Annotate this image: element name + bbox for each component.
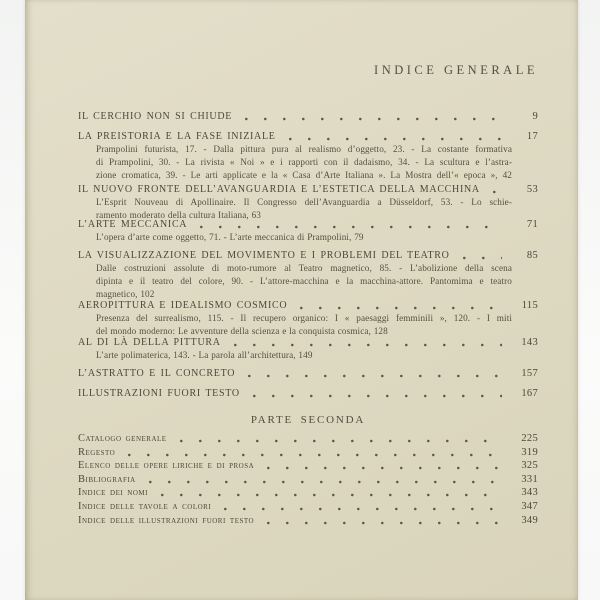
toc-sub-line: zione cromatica, 39. - Le arti applicate e la « Casa d’Arte Italiana ». La Mostra dell’« epoca », 42 [96, 169, 512, 180]
dot-leader [300, 306, 502, 310]
dot-leader [248, 374, 502, 378]
dot-leader [149, 480, 502, 484]
part2-entry-title: Regesto [78, 446, 116, 458]
toc-sub-line: dipinta e il teatro del colore, 90. - L’attore-macchina e la macchina-attore. Pantomima e teatro [96, 275, 512, 286]
toc-entry-row [78, 459, 538, 472]
toc-sub-line: L’Esprit Nouveau di Apollinaire. Il Congresso dell’Avanguardia a Düsseldorf, 53. - Lo schie- [96, 197, 512, 207]
part2-entry-title: Indice delle tavole a colori [78, 500, 212, 512]
dot-leader [267, 466, 502, 470]
dot-leader [234, 343, 502, 347]
toc-entry [78, 183, 538, 222]
toc-entry [78, 367, 538, 380]
dot-leader [267, 521, 502, 525]
part2-table [78, 432, 538, 527]
toc-entry-row [78, 183, 538, 196]
toc-entry-title: IL CERCHIO NON SI CHIUDE [78, 111, 233, 122]
toc-entry-page: 143 [521, 337, 538, 348]
toc-entry-page: 53 [526, 184, 538, 195]
toc-entry-subtopics [96, 231, 512, 244]
toc-entry [78, 387, 538, 400]
part2-entry-title: Catalogo generale [78, 433, 167, 444]
toc-entry-row [78, 299, 538, 312]
toc-entry-title: AL DI LÀ DELLA PITTURA [78, 337, 221, 348]
toc-entry-row [78, 387, 538, 400]
dot-leader [128, 453, 502, 457]
toc-entry-subtopics [96, 143, 512, 182]
dot-leader [245, 117, 502, 121]
toc-sub-line: di Prampolini, 30. - La rivista « Noi » e i rapporti con il dadaismo, 34. - La scultura e l’astra- [96, 156, 512, 167]
toc-entry-title: LA VISUALIZZAZIONE DEL MOVIMENTO E I PROBLEMI DEL TEATRO [78, 250, 450, 261]
part2-entry-page: 325 [521, 460, 538, 472]
toc-entry-title: ILLUSTRAZIONI FUORI TESTO [78, 388, 240, 399]
dot-leader [161, 493, 502, 497]
toc-entry-page: 115 [521, 300, 538, 311]
toc-sub-line: ramento moderato della cultura Italiana, 63 [96, 209, 261, 220]
toc-entry-title: LA PREISTORIA E LA FASE INIZIALE [78, 131, 276, 142]
toc-entry-page: 85 [526, 250, 538, 261]
part2-entry-page: 225 [521, 433, 538, 444]
toc-entry-row [78, 218, 538, 231]
part2-entry-page: 349 [521, 514, 538, 526]
toc-entry-row [78, 432, 538, 445]
toc-entry-row [78, 446, 538, 459]
toc-entry-title: L’ASTRATTO E IL CONCRETO [78, 368, 236, 379]
toc-entry [78, 249, 538, 301]
toc-sub-line: L’opera d’arte come oggetto, 71. - L’arte meccanica di Prampolini, 79 [96, 232, 364, 242]
toc-entry-page: 157 [521, 368, 538, 379]
dot-leader [200, 225, 502, 229]
toc-entry-title: IL NUOVO FRONTE DELL’AVANGUARDIA E L’ESTETICA DELLA MACCHINA [78, 184, 480, 195]
part2-entry-page: 343 [521, 487, 538, 499]
toc-entry-title: AEROPITTURA E IDEALISMO COSMICO [78, 300, 288, 311]
toc-entry-page: 17 [526, 131, 538, 142]
part2-entry-title: Indice delle illustrazioni fuori testo [78, 514, 255, 526]
toc-entry-page: 167 [521, 388, 538, 399]
dot-leader [180, 439, 502, 443]
toc-entry [78, 218, 538, 244]
dot-leader [289, 137, 502, 141]
toc-entry-page: 71 [526, 219, 538, 230]
part2-entry-title: Elenco delle opere liriche e di prosa [78, 460, 255, 472]
page-title: INDICE GENERALE [374, 63, 538, 77]
toc-sub-line: Dalle costruzioni assolute di moto-rumore al Teatro magnetico, 85. - L’abolizione della scena [96, 263, 512, 273]
toc-entry-row [78, 473, 538, 486]
part2-entry-title: Bibliografia [78, 473, 136, 485]
toc-sub-line: del mondo moderno: Le avventure della scienza e la conquista cosmica, 128 [96, 325, 388, 336]
toc-entry-row [78, 500, 538, 513]
part2-entry-title: Indice dei nomi [78, 487, 148, 499]
dot-leader [224, 507, 502, 511]
toc-entry-row [78, 249, 538, 262]
toc-sub-line: Presenza del surrealismo, 115. - Il recupero organico: I « paesaggi femminili », 120. - I miti [96, 313, 512, 323]
toc-entry-row [78, 110, 538, 123]
toc-entry-page: 9 [532, 111, 538, 122]
dot-leader [493, 190, 502, 194]
toc-entry [78, 130, 538, 182]
dot-leader [463, 256, 502, 260]
toc-entry-subtopics [96, 349, 512, 362]
toc-entry-row [78, 367, 538, 380]
toc-entry [78, 336, 538, 362]
book-page [25, 0, 578, 600]
part2-entry-page: 331 [521, 473, 538, 485]
toc-sub-line: magnetico, 102 [96, 288, 155, 299]
toc-entry-subtopics [96, 262, 512, 301]
toc-entry-row [78, 336, 538, 349]
toc-entry [78, 299, 538, 338]
toc-entry-row [78, 486, 538, 499]
toc-entry-row [78, 514, 538, 527]
toc-entry-subtopics [96, 312, 512, 338]
toc-entry-row [78, 130, 538, 143]
part2-entry-page: 347 [521, 500, 538, 512]
part2-heading: PARTE SECONDA [250, 414, 366, 426]
part2-entry-page: 319 [521, 446, 538, 458]
dot-leader [253, 394, 502, 398]
toc-sub-line: Prampolini futurista, 17. - Dalla pittura pura al realismo d’oggetto, 23. - La costante formativa [96, 144, 512, 154]
toc-entry [78, 110, 538, 123]
toc-sub-line: L’arte polimaterica, 143. - La parola all’architettura, 149 [96, 350, 313, 360]
toc-entry-title: L’ARTE MECCANICA [78, 219, 188, 230]
